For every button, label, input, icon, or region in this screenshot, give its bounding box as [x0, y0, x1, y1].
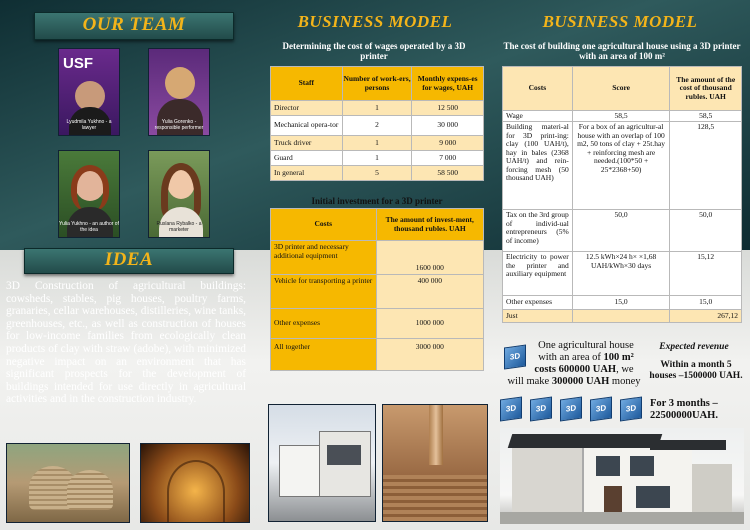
table-cell: 15,0 — [670, 296, 742, 310]
house-roof — [508, 434, 663, 448]
nozzle — [429, 405, 443, 465]
table-cell: Other expenses — [271, 309, 377, 339]
table-cell: 9 000 — [412, 136, 484, 151]
table-cell: 5 — [342, 166, 412, 181]
business-model-title-1: BUSINESS MODEL — [297, 12, 453, 31]
table-row — [271, 241, 484, 275]
table-cell: 1 — [342, 151, 412, 166]
table-cell: 3000 000 — [376, 339, 483, 371]
3d-cube-icon: 3D — [530, 396, 552, 421]
house-line-4 — [504, 376, 644, 388]
printer-nozzle-photo — [382, 404, 488, 522]
table-cell: 58,5 — [670, 111, 742, 122]
house-window-3 — [636, 486, 670, 508]
team-photo-2 — [148, 48, 210, 136]
house-wall-left — [512, 448, 582, 512]
table-cell: Electricity to power the printer and auxiliary equipment — [503, 252, 573, 296]
table-cell: 2 — [342, 116, 412, 136]
house-line-2-text: with an area of — [538, 352, 604, 363]
table-cell: 400 000 — [376, 275, 483, 309]
3d-cube-icon: 3D — [590, 396, 612, 421]
table-cell: 12.5 kWh×24 h× ×1,68 UAH/kWh×30 days — [572, 252, 670, 296]
table-cell: Other expenses — [503, 296, 573, 310]
building-window — [327, 445, 361, 465]
table-cell: Mechanical opera-tor — [271, 116, 343, 136]
house-line-3-text: , we — [616, 364, 634, 375]
house-area: 100 m² — [603, 352, 634, 363]
cost-header-amount: The amount of the cost of thousand rubles. UAH — [670, 67, 742, 111]
table-row — [503, 210, 742, 252]
house-roof-right — [650, 440, 726, 450]
table-cell: 1 — [342, 136, 412, 151]
table-cell: 1 — [342, 101, 412, 116]
modern-house-photo — [500, 428, 744, 524]
house-line-1: One agricultural house — [538, 340, 634, 351]
table-cell: For a box of an agricultur-al house with an overlap of 100 m2, 50 tons of clay + 25t.hay + reinforcing mesh are needed.(100*50 + 25*2368+50) — [572, 122, 670, 210]
table-row — [503, 111, 742, 122]
wages-header-workers: Number of work-ers, persons — [342, 67, 412, 101]
wages-header-staff: Staff — [271, 67, 343, 101]
invest-header-costs: Costs — [271, 209, 377, 241]
team-caption-4: Ruslana Rybalko - a marketer — [156, 221, 202, 233]
3d-cube-icon: 3D — [504, 344, 526, 369]
person-hair — [71, 165, 109, 211]
wages-header-expenses: Monthly expens-es for wages, UAH — [412, 67, 484, 101]
table-cell — [572, 310, 670, 323]
cost-table — [502, 66, 742, 323]
table-row — [271, 309, 484, 339]
house-cost-text — [504, 340, 644, 388]
idea-text: 3D Construction of agricultural buildings: cowsheds, stables, pig houses, poultry farms, granaries, cellar warehouses, distilleries, wine tanks, greenhouses, etc., as well as construction of houses for low-income families from ecologically clean products of clay with straw (adobe), with minimized negative impact on an environment that has significant prospects for the development of buildings intended for use directly in agricultural activities and in the construction industry. — [6, 280, 246, 406]
cost-table-title: The cost of building one agricultural house using a 3D printer with an area of 100 m² — [503, 41, 741, 61]
usf-logo: USF — [63, 55, 93, 72]
house-line-2 — [504, 352, 644, 364]
wages-table — [270, 66, 484, 181]
house-profit: 300000 UAH — [551, 376, 610, 387]
idea-title: IDEA — [104, 249, 154, 270]
table-cell: Guard — [271, 151, 343, 166]
table-cell: Truck driver — [271, 136, 343, 151]
house-line-4-text: will make — [507, 376, 552, 387]
table-cell: 267,12 — [670, 310, 742, 323]
dome-arch — [167, 460, 225, 523]
adobe-domes-photo — [6, 443, 130, 523]
invest-header-amount: The amount of invest-ment, thousand rubles. UAH — [376, 209, 483, 241]
table-row — [271, 339, 484, 371]
table-cell: Director — [271, 101, 343, 116]
house-door — [604, 486, 622, 512]
business-model-title-2: BUSINESS MODEL — [542, 12, 698, 31]
table-row — [503, 122, 742, 210]
table-row — [271, 275, 484, 309]
house-window-1 — [596, 456, 620, 476]
house-window-2 — [630, 456, 654, 476]
month-revenue-text: Within a month 5 houses –1500000 UAH. — [649, 360, 743, 381]
table-cell: Wage — [503, 111, 573, 122]
table-row — [271, 151, 484, 166]
wages-table-title: Determining the cost of wages operated by a 3D printer — [282, 41, 466, 61]
table-cell: 1600 000 — [376, 241, 483, 275]
table-cell: 3D printer and necessary additional equipment — [271, 241, 377, 275]
team-photo-1 — [58, 48, 120, 136]
3d-cube-icon: 3D — [620, 396, 642, 421]
table-cell: Vehicle for transporting a printer — [271, 275, 377, 309]
three-month-revenue-text: For 3 months – 22500000UAH. — [650, 398, 718, 421]
house-ground — [500, 512, 744, 524]
house-line-3 — [504, 364, 644, 376]
table-cell: 15,0 — [572, 296, 670, 310]
table-cell: Just — [503, 310, 573, 323]
table-cell: 7 000 — [412, 151, 484, 166]
house-cost: costs 600000 UAH — [534, 364, 617, 375]
team-title: OUR TEAM — [82, 14, 186, 35]
table-cell: In general — [271, 166, 343, 181]
investment-table — [270, 208, 484, 371]
table-row — [271, 166, 484, 181]
table-cell: 58,5 — [572, 111, 670, 122]
table-cell: 58 500 — [412, 166, 484, 181]
table-cell: 12 500 — [412, 101, 484, 116]
dome-2 — [67, 470, 113, 510]
table-row — [271, 101, 484, 116]
3d-cube-icon: 3D — [560, 396, 582, 421]
team-caption-2: Yulia Gorenko - responsible performer — [154, 119, 204, 131]
table-cell: 50,0 — [670, 210, 742, 252]
table-cell: Tax on the 3rd group of individ-ual entrepreneurs (5% of income) — [503, 210, 573, 252]
table-cell: 1000 000 — [376, 309, 483, 339]
team-caption-1: Lyudmila Yukhno - a lawyer — [66, 119, 112, 131]
table-cell: 15,12 — [670, 252, 742, 296]
table-cell: Building materi-al for 3D print-ing: clay (100 UAH/t), hay in bales (2368 UAH/t) and rein-forcing mesh (50 thousand UAH) — [503, 122, 573, 210]
printed-building-photo — [268, 404, 376, 522]
cost-header-score: Score — [572, 67, 670, 111]
table-cell: 30 000 — [412, 116, 484, 136]
table-row — [503, 310, 742, 323]
table-cell: All together — [271, 339, 377, 371]
team-caption-3: Yulia Yukhno - an author of the idea — [59, 221, 119, 233]
printed-layers — [383, 475, 488, 522]
table-row — [503, 296, 742, 310]
cost-header-costs: Costs — [503, 67, 573, 111]
expected-revenue-title: Expected revenue — [659, 342, 729, 352]
house-line-4-end: money — [609, 376, 641, 387]
team-photo-3 — [58, 150, 120, 238]
table-row — [503, 252, 742, 296]
person-silhouette — [165, 67, 195, 99]
house-garage — [692, 464, 732, 512]
team-photo-4 — [148, 150, 210, 238]
table-row — [271, 116, 484, 136]
3d-cube-icon: 3D — [500, 396, 522, 421]
table-cell: 50,0 — [572, 210, 670, 252]
investment-table-title: Initial investment for a 3D printer — [311, 196, 443, 206]
table-cell: 128,5 — [670, 122, 742, 210]
table-row — [271, 136, 484, 151]
dome-interior-photo — [140, 443, 250, 523]
